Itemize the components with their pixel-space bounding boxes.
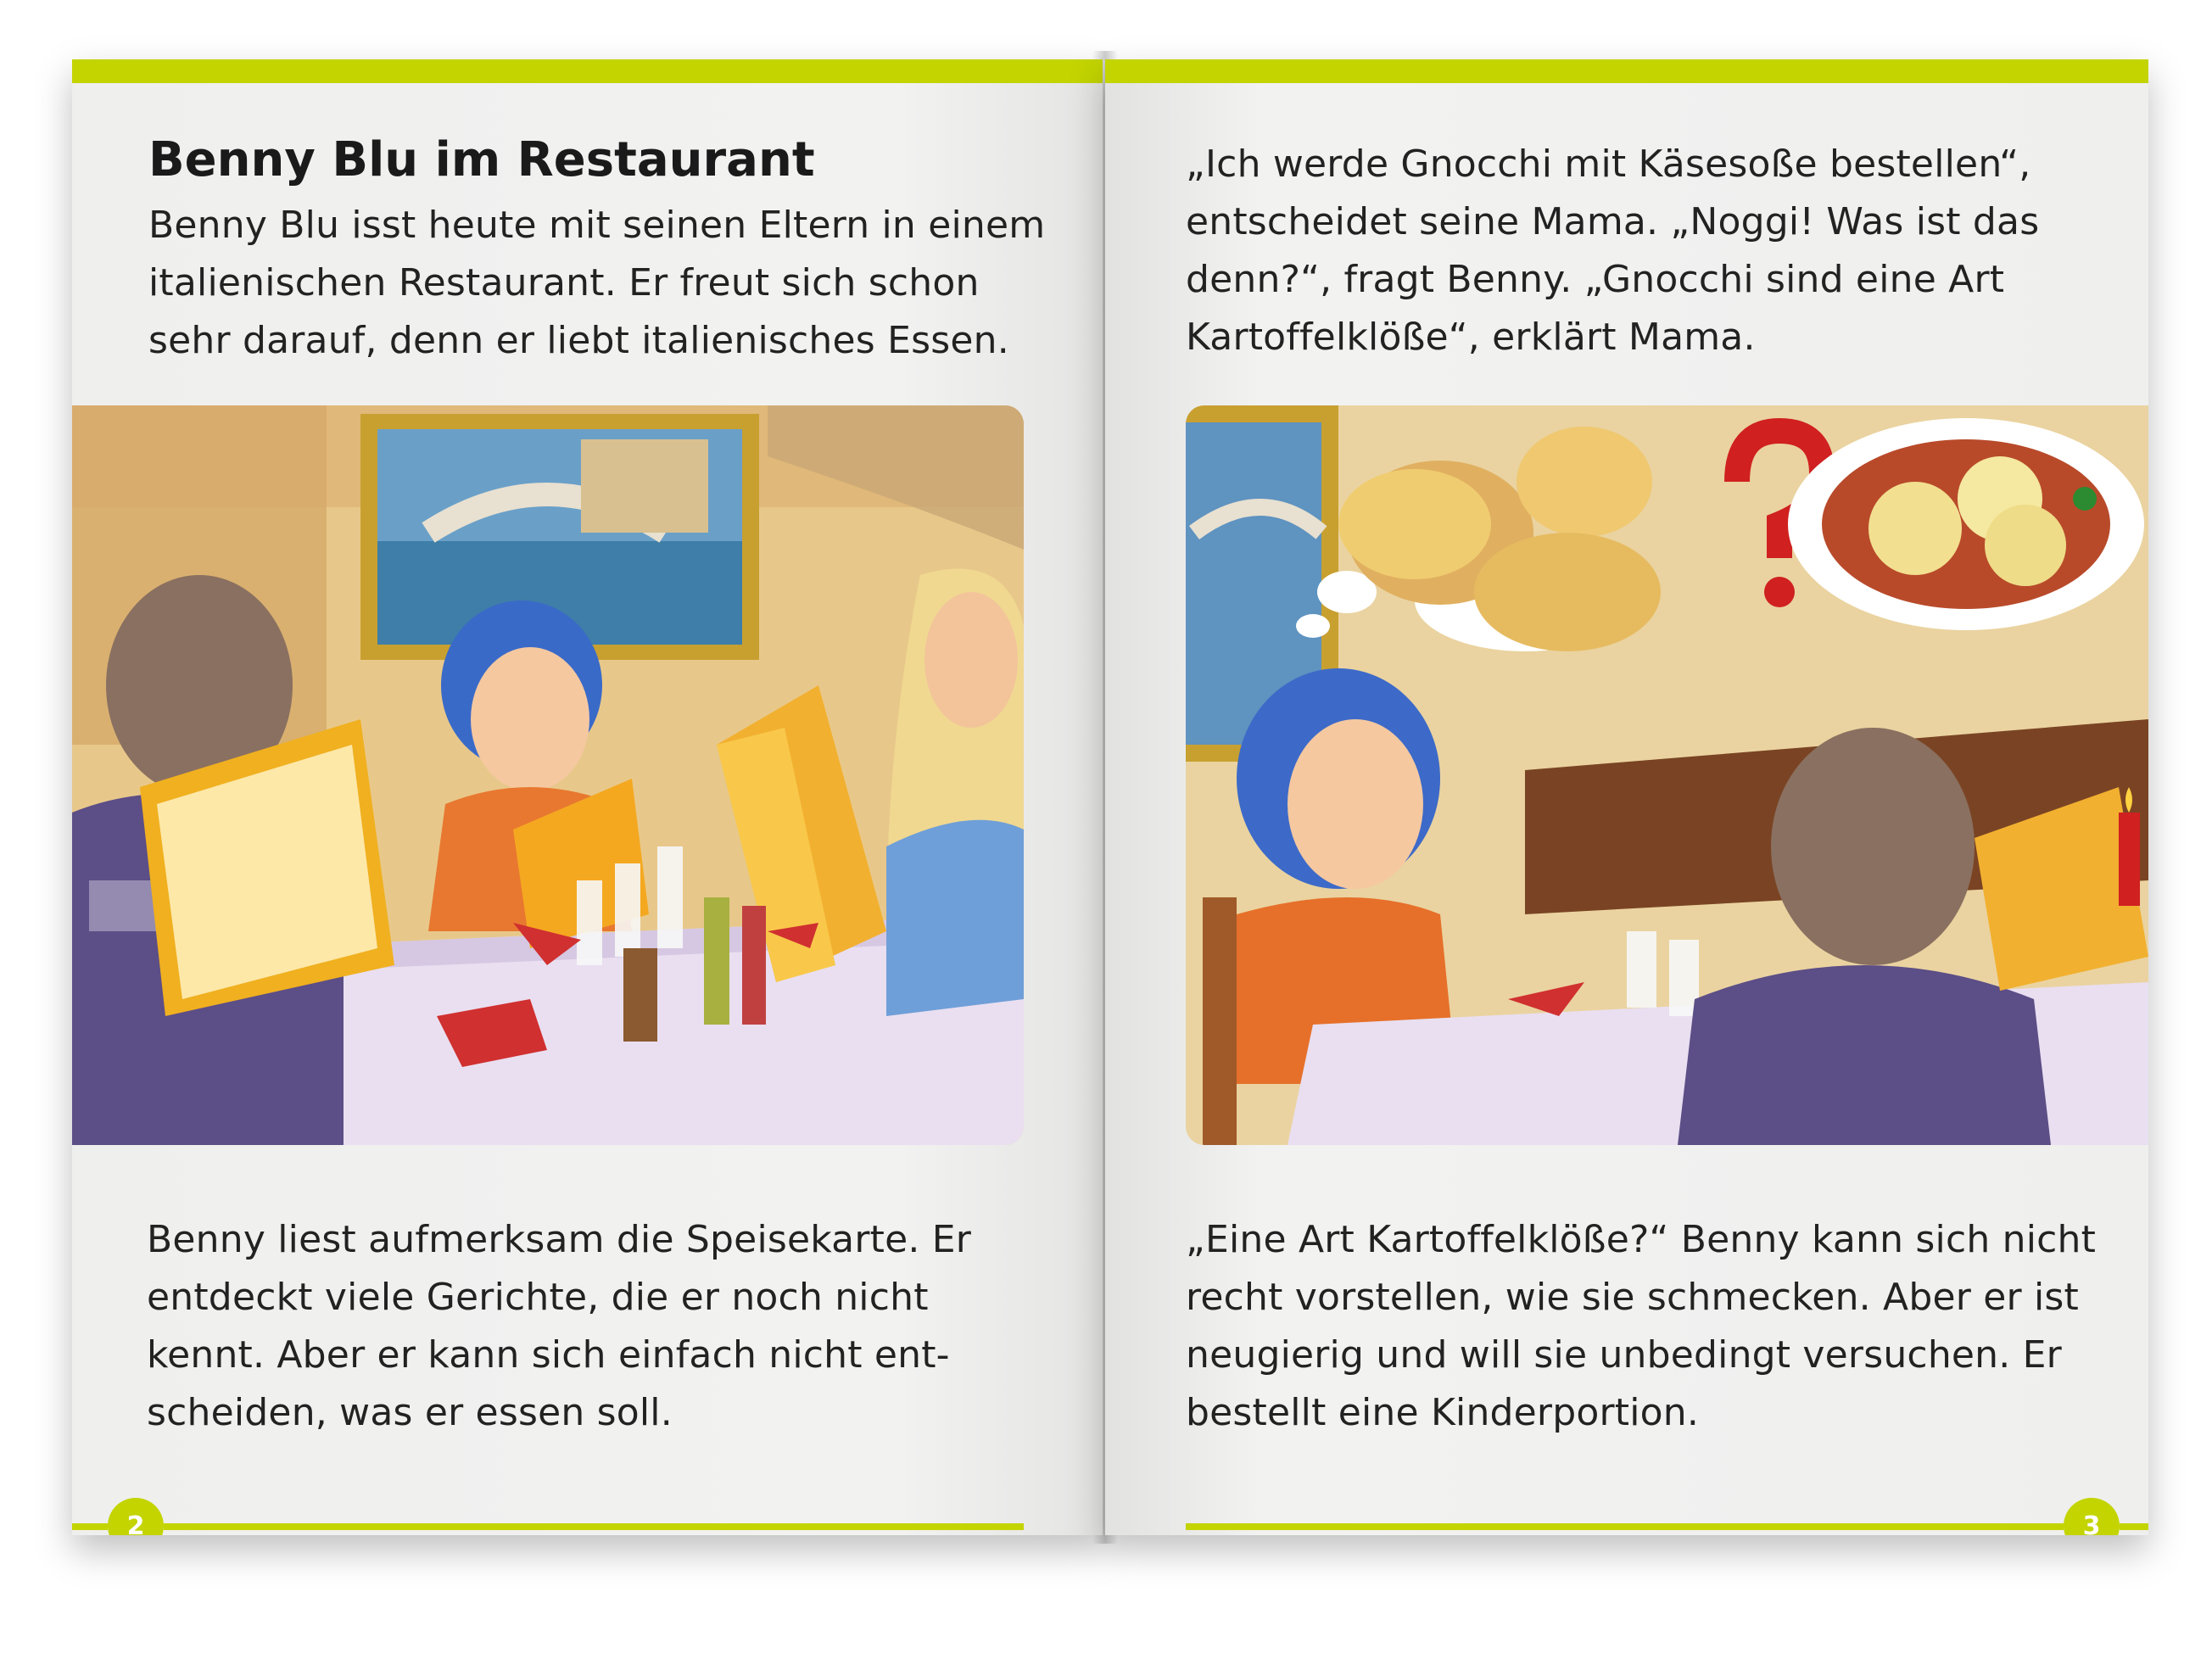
footer-line-right — [1186, 1523, 2064, 1530]
footer-line-right-stub — [2120, 1523, 2148, 1530]
right-paragraph-top: „Ich werde Gnocchi mit Käsesoße bestellen“, entscheidet seine Mama. „Noggi! Was ist das denn?“, fragt Benny. „Gnocchi sind eine Art Kartoffelklöße“, erklärt Mama. — [1186, 142, 2040, 359]
right-paragraph-bottom: „Eine Art Kartoffelklöße?“ Benny kann sich nicht recht vorstellen, wie sie schmecken. Aber er ist neugierig und will sie unbedingt versuchen. Er bestellt eine Kinderportion. — [1186, 1218, 2097, 1434]
left-paragraph-top: Benny Blu isst heute mit seinen Eltern in einem italienischen Restaurant. Er freut sich schon sehr darauf, denn er liebt italienisches Essen. — [148, 204, 1046, 362]
footer-line-left-stub — [72, 1523, 108, 1530]
right-top-bar — [1105, 59, 2148, 83]
family-reading-menus-image — [72, 405, 1024, 1145]
restaurant-illustration-left — [72, 405, 1024, 1145]
right-page — [1105, 59, 2148, 1535]
left-top-bar — [72, 59, 1103, 83]
footer-line-left — [164, 1523, 1024, 1530]
page-number-left: 2 — [108, 1498, 164, 1535]
story-title: Benny Blu im Restaurant — [148, 132, 815, 187]
left-page — [72, 59, 1103, 1535]
page-number-right: 3 — [2064, 1498, 2120, 1535]
left-paragraph-bottom: Benny liest aufmerksam die Speisekarte. Er entdeckt viele Gerichte, die er noch nicht kennt. Aber er kann sich einfach nicht ent-scheiden, was er essen soll. — [147, 1218, 972, 1434]
restaurant-illustration-right — [1186, 405, 2148, 1145]
boy-imagining-gnocchi-image — [1186, 405, 2148, 1145]
